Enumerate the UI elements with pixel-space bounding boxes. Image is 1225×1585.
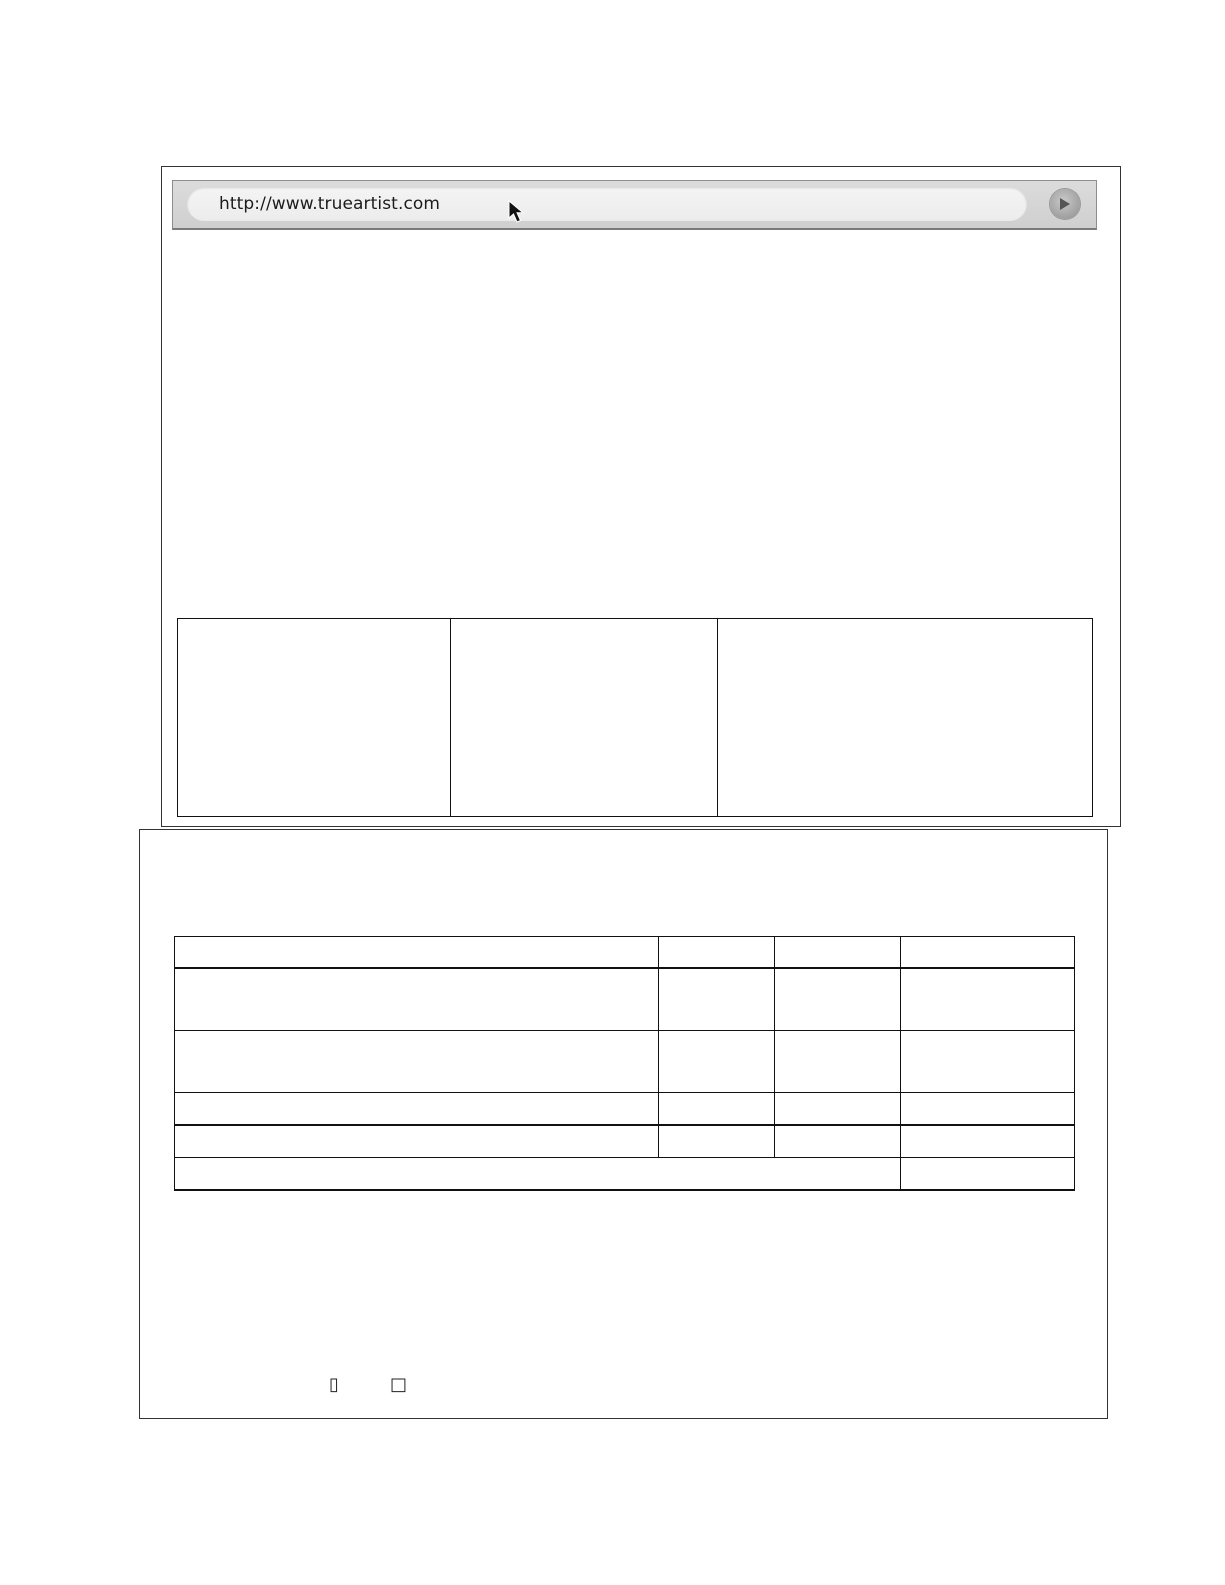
table-cell — [901, 1125, 1075, 1158]
table-cell — [659, 1125, 775, 1158]
table-cell — [775, 1093, 901, 1126]
table-cell — [775, 1031, 901, 1093]
table-cell — [659, 1031, 775, 1093]
checkbox-option-a[interactable]: ▯ — [329, 1374, 339, 1395]
checkbox-option-b[interactable]: □ — [390, 1374, 408, 1395]
url-text: http://www.trueartist.com — [219, 194, 441, 214]
total-label-cell — [175, 1158, 901, 1191]
table-cell — [775, 937, 901, 969]
table-cell — [175, 1031, 659, 1093]
table-cell — [659, 968, 775, 1031]
play-triangle-icon — [1059, 197, 1071, 211]
table-cell — [659, 937, 775, 969]
content-panel-middle — [451, 619, 718, 817]
table-row — [175, 1125, 1075, 1158]
table-row — [175, 968, 1075, 1031]
table-cell — [175, 1093, 659, 1126]
table-cell — [901, 968, 1075, 1031]
table-row — [175, 1093, 1075, 1126]
table-cell — [175, 937, 659, 969]
table-row — [175, 1031, 1075, 1093]
url-input[interactable] — [187, 187, 1027, 221]
table-cell — [175, 1125, 659, 1158]
browser-window — [161, 166, 1121, 827]
mouse-pointer-icon — [508, 200, 530, 226]
table-cell — [901, 937, 1075, 969]
table-cell — [901, 1093, 1075, 1126]
table-cell — [775, 968, 901, 1031]
table-cell — [175, 968, 659, 1031]
address-bar — [172, 180, 1097, 230]
content-panel-left — [178, 619, 451, 817]
form-section — [139, 829, 1108, 1419]
content-panels — [177, 618, 1093, 817]
table-total-row — [175, 1158, 1075, 1191]
table-cell — [901, 1031, 1075, 1093]
go-button[interactable] — [1050, 189, 1080, 219]
table-header-row — [175, 937, 1075, 969]
table-cell — [775, 1125, 901, 1158]
content-panel-right — [718, 619, 1093, 817]
fee-table — [174, 936, 1075, 1191]
table-cell — [659, 1093, 775, 1126]
total-value-cell — [901, 1158, 1075, 1191]
